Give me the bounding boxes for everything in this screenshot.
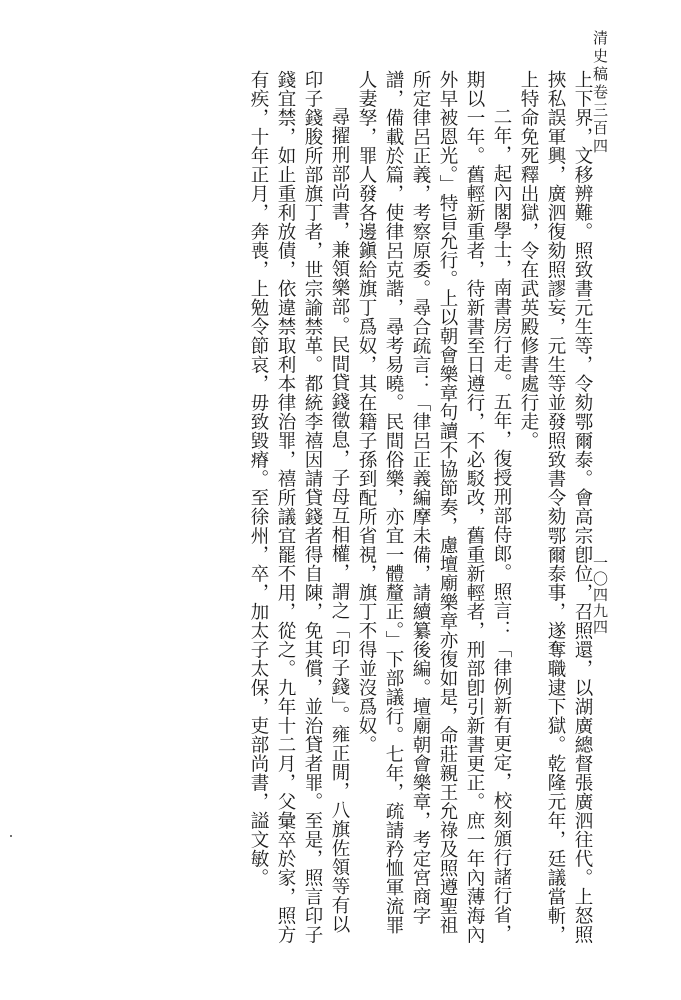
scan-speck	[10, 835, 12, 837]
paragraph: 二年，起內閣學士，南書房行走。五年，復授刑部侍郎。照言：「律例新有更定，校刻頒行諸行省，期以一年。舊輕新重者，待新書至日遵行，不必駁改，舊重新輕者，刑部卽引新書更正。庶一年內薄海內外早被恩光。」特旨允行。上以朝會樂章句讀不協節奏，慮壇廟樂章亦復如是，命莊親王允祿及照遵聖祖所定律呂正義，考察原委。尋合疏言：「律呂正義編摩未備，請續纂後編。壇廟朝會樂章，考定宮商字譜，備載於篇，使律呂克諧，尋考易曉。民間俗樂，亦宜一體釐正。」下部議行。七年，疏請矜恤軍流罪人妻孥，罪人發各邊鎭給旗丁爲奴，其在籍子孫到配所省視，旗丁不得並沒爲奴。	[356, 70, 512, 944]
paragraph: 尋擢刑部尚書，兼領樂部。民間貸錢徵息，子母互相權，謂之「印子錢」。雍正閒，八旗佐領等有以印子錢朘所部旗丁者，世宗諭禁革。都統李禧因請貸錢者得自陳，免其償，並治貸者罪。至是，照言印子錢宜禁，如止重利放債，依違禁取利本律治罪，禧所議宜罷不用，從之。九年十二月，父彙卒於家，照方有疾，十年正月，奔喪，上勉令節哀，毋致毀瘠。至徐州，卒，加太子太保，吏部尚書，謚文敏。	[248, 70, 350, 944]
page-number: 一〇四九四	[591, 555, 609, 635]
paragraph: 上下界，文移辨難。照致書元生等，令劾鄂爾泰。會高宗卽位，召照還，以湖廣總督張廣泗往代。上怒照挾私誤軍興，廣泗復劾照謬妄，元生等並發照致書令劾鄂爾泰事，遂奪職逮下獄。乾隆元年，廷議當斬，上特命免死釋出獄，令在武英殿修書處行走。	[518, 70, 593, 944]
running-header-title: 清史稿卷三百四	[591, 30, 609, 156]
body-text	[76, 70, 596, 950]
